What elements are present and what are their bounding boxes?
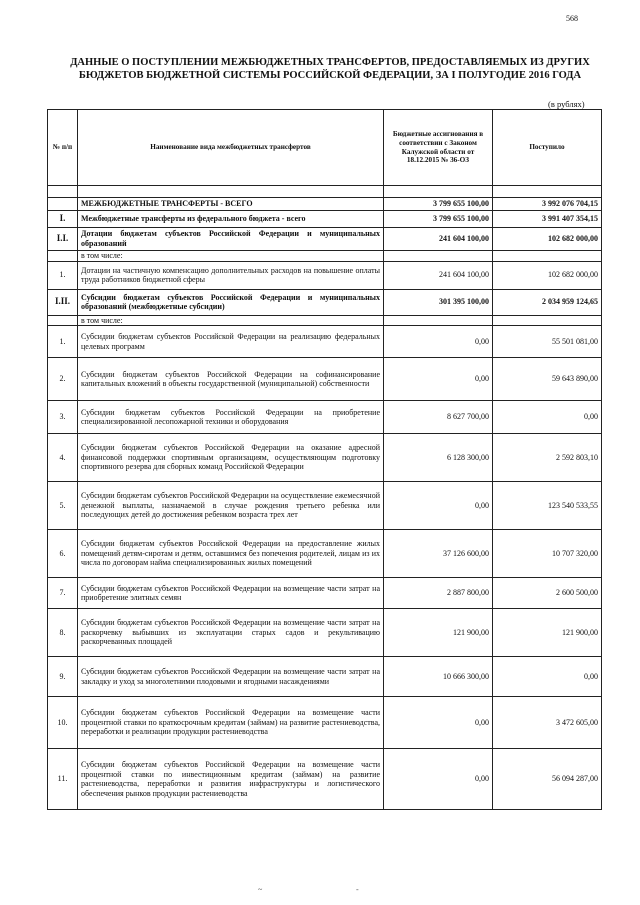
- table-row: [48, 261, 602, 289]
- row-name: Субсидии бюджетам субъектов Российской Федерации на возмещение части процентной ставки по краткосрочным кредитам (займам) на развитие растениеводства, переработки и реализации продукции растениеводства: [78, 697, 384, 749]
- row-received: 0,00: [493, 401, 602, 434]
- row-num: 11.: [48, 749, 78, 810]
- federal-received: 3 991 407 354,15: [493, 211, 602, 228]
- row-name: Дотации на частичную компенсацию дополнительных расходов на повышение оплаты труда работников бюджетной сферы: [78, 261, 384, 289]
- row-received: 2 600 500,00: [493, 578, 602, 609]
- table-row: [48, 578, 602, 609]
- row-name: Субсидии бюджетам субъектов Российской Федерации на реализацию федеральных целевых программ: [78, 326, 384, 358]
- row-name: Субсидии бюджетам субъектов Российской Федерации на приобретение специализированной лесопожарной техники и оборудования: [78, 401, 384, 434]
- subsidies-received: 2 034 959 124,65: [493, 289, 602, 315]
- dotations-plan: 241 604 100,00: [384, 228, 493, 251]
- table-row: [48, 530, 602, 578]
- row-received: 59 643 890,00: [493, 358, 602, 401]
- row-name: Субсидии бюджетам субъектов Российской Федерации на оказание адресной финансовой поддержки спортивным организациям, осуществляющим подготовку спортивного резерва для сборных команд Российской Федерации: [78, 434, 384, 482]
- table-row: [48, 401, 602, 434]
- empty-cell: [384, 315, 493, 326]
- row-received: 102 682 000,00: [493, 261, 602, 289]
- table-row: [48, 609, 602, 657]
- row-received: 0,00: [493, 657, 602, 697]
- dotations-including: в том числе:: [78, 251, 384, 262]
- row-plan: 0,00: [384, 358, 493, 401]
- header-name: Наименование вида межбюджетных трансфертов: [78, 110, 384, 186]
- table-row: [48, 326, 602, 358]
- row-name: Субсидии бюджетам субъектов Российской Федерации на возмещение части затрат на приобретение элитных семян: [78, 578, 384, 609]
- federal-num: I.: [48, 211, 78, 228]
- row-plan: 6 128 300,00: [384, 434, 493, 482]
- table-row: [48, 482, 602, 530]
- row-num: 5.: [48, 482, 78, 530]
- total-row: [48, 198, 602, 211]
- row-received: 55 501 081,00: [493, 326, 602, 358]
- row-plan: 2 887 800,00: [384, 578, 493, 609]
- empty-cell: [48, 315, 78, 326]
- dotations-num: I.I.: [48, 228, 78, 251]
- page-number: 568: [566, 14, 578, 23]
- row-num: 4.: [48, 434, 78, 482]
- row-received: 121 900,00: [493, 609, 602, 657]
- row-num: 8.: [48, 609, 78, 657]
- row-name: Субсидии бюджетам субъектов Российской Федерации на возмещение части затрат на закладку и уход за многолетними плодовыми и ягодными насаждениями: [78, 657, 384, 697]
- dotations-row: [48, 228, 602, 251]
- dotations-name: Дотации бюджетам субъектов Российской Федерации и муниципальных образований: [78, 228, 384, 251]
- total-received: 3 992 076 704,15: [493, 198, 602, 211]
- subsidies-num: I.II.: [48, 289, 78, 315]
- dotations-received: 102 682 000,00: [493, 228, 602, 251]
- row-num: 1.: [48, 326, 78, 358]
- table-row: [48, 434, 602, 482]
- subsidies-including-row: [48, 315, 602, 326]
- empty-cell: [493, 315, 602, 326]
- row-name: Субсидии бюджетам субъектов Российской Федерации на софинансирование капитальных вложений в объекты государственной (муниципальной) собственности: [78, 358, 384, 401]
- total-plan: 3 799 655 100,00: [384, 198, 493, 211]
- row-num: 6.: [48, 530, 78, 578]
- table-row: [48, 697, 602, 749]
- row-plan: 10 666 300,00: [384, 657, 493, 697]
- footer-mark: ~: [258, 885, 263, 894]
- row-received: 56 094 287,00: [493, 749, 602, 810]
- units-note: (в рублях): [548, 99, 585, 109]
- dotations-including-row: [48, 251, 602, 262]
- subsidies-plan: 301 395 100,00: [384, 289, 493, 315]
- table-header-row: [48, 110, 602, 186]
- table-row: [48, 657, 602, 697]
- row-num: 9.: [48, 657, 78, 697]
- row-num: 3.: [48, 401, 78, 434]
- header-received: Поступило: [493, 110, 602, 186]
- row-name: Субсидии бюджетам субъектов Российской Федерации на возмещение части затрат на раскорчевку выбывших из эксплуатации старых садов и рекультивацию раскорчеванных площадей: [78, 609, 384, 657]
- row-name: Субсидии бюджетам субъектов Российской Федерации на предоставление жилых помещений детям-сиротам и детям, оставшимся без попечения родителей, лицам из их числа по договорам найма специализированных жилых помещений: [78, 530, 384, 578]
- row-received: 123 540 533,55: [493, 482, 602, 530]
- header-plan: Бюджетные ассигнования в соответствии с Законом Калужской области от 18.12.2015 № 36-ОЗ: [384, 110, 493, 186]
- document-title: ДАННЫЕ О ПОСТУПЛЕНИИ МЕЖБЮДЖЕТНЫХ ТРАНСФЕРТОВ, ПРЕДОСТАВЛЯЕМЫХ ИЗ ДРУГИХ БЮДЖЕТОВ БЮДЖЕТНОЙ СИСТЕМЫ РОССИЙСКОЙ ФЕДЕРАЦИИ, ЗА I ПОЛУГОДИЕ 2016 ГОДА: [70, 57, 590, 81]
- row-num: 1.: [48, 261, 78, 289]
- row-received: 2 592 803,10: [493, 434, 602, 482]
- federal-row: [48, 211, 602, 228]
- footer-mark: -: [356, 885, 359, 894]
- row-plan: 0,00: [384, 697, 493, 749]
- spacer-row: [48, 186, 602, 198]
- row-received: 10 707 320,00: [493, 530, 602, 578]
- federal-name: Межбюджетные трансферты из федерального бюджета - всего: [78, 211, 384, 228]
- total-name: МЕЖБЮДЖЕТНЫЕ ТРАНСФЕРТЫ - ВСЕГО: [78, 198, 384, 211]
- row-num: 2.: [48, 358, 78, 401]
- row-plan: 8 627 700,00: [384, 401, 493, 434]
- transfers-table: [47, 109, 602, 810]
- row-name: Субсидии бюджетам субъектов Российской Федерации на возмещение части процентной ставки по инвестиционным кредитам (займам) на развитие растениеводства, переработки и развития инфраструктуры и логистического обеспечения рынков продукции растениеводства: [78, 749, 384, 810]
- row-num: 10.: [48, 697, 78, 749]
- row-name: Субсидии бюджетам субъектов Российской Федерации на осуществление ежемесячной денежной выплаты, назначаемой в случае рождения третьего ребенка или последующих детей до достижения ребенком возраста трех лет: [78, 482, 384, 530]
- row-plan: 0,00: [384, 749, 493, 810]
- row-plan: 121 900,00: [384, 609, 493, 657]
- row-plan: 0,00: [384, 482, 493, 530]
- federal-plan: 3 799 655 100,00: [384, 211, 493, 228]
- row-plan: 241 604 100,00: [384, 261, 493, 289]
- header-num: № п/п: [48, 110, 78, 186]
- subsidies-name: Субсидии бюджетам субъектов Российской Федерации и муниципальных образований (межбюджетные субсидии): [78, 289, 384, 315]
- table-row: [48, 749, 602, 810]
- subsidies-row: [48, 289, 602, 315]
- subsidies-including: в том числе:: [78, 315, 384, 326]
- row-received: 3 472 605,00: [493, 697, 602, 749]
- table-row: [48, 358, 602, 401]
- row-plan: 0,00: [384, 326, 493, 358]
- row-plan: 37 126 600,00: [384, 530, 493, 578]
- row-num: 7.: [48, 578, 78, 609]
